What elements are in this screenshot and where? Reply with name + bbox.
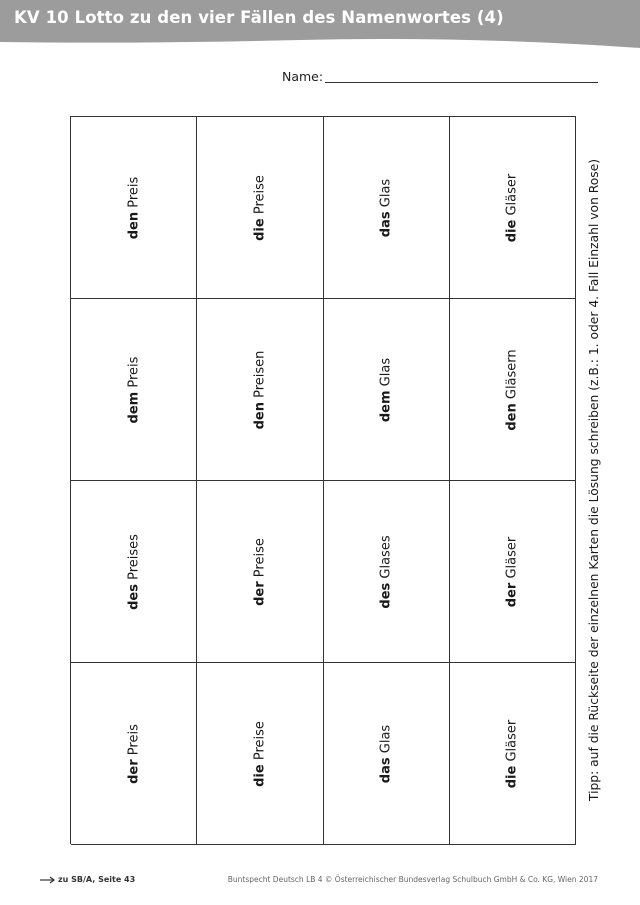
lotto-card xyxy=(450,663,576,845)
card-noun: Gläser xyxy=(504,536,520,579)
card-noun: Preise xyxy=(252,537,268,577)
lotto-card xyxy=(71,299,197,481)
lotto-card xyxy=(71,663,197,845)
card-article: den xyxy=(504,402,520,431)
card-article: dem xyxy=(126,391,142,423)
card-article: die xyxy=(252,217,268,241)
card-noun: Preis xyxy=(126,176,142,208)
name-row xyxy=(282,68,598,86)
footer-copyright: Buntspecht Deutsch LB 4 © Österreichischer Bundesverlag Schulbuch GmbH & Co. KG, Wien 2017 xyxy=(227,875,598,884)
card-noun: Glas xyxy=(378,178,394,207)
name-label: Name: xyxy=(282,69,324,84)
card-noun: Glas xyxy=(378,357,394,386)
lotto-card xyxy=(324,117,450,299)
card-noun: Preis xyxy=(126,723,142,755)
card-article: der xyxy=(252,580,268,606)
card-article: den xyxy=(126,211,142,239)
card-article: der xyxy=(126,758,142,784)
lotto-card xyxy=(450,299,576,481)
card-article: die xyxy=(504,765,520,788)
tip-text: Tipp: auf die Rückseite der einzelnen Karten die Lösung schreiben (z.B.: 1. oder 4. Fall Einzahl von Rose) xyxy=(587,158,601,802)
lotto-card xyxy=(450,481,576,663)
card-article: das xyxy=(378,210,394,237)
card-article: das xyxy=(378,756,394,783)
page-title: KV 10 Lotto zu den vier Fällen des Namenwortes (4) xyxy=(14,8,504,27)
card-article: dem xyxy=(378,389,394,422)
card-article: die xyxy=(252,763,268,787)
card-noun: Preise xyxy=(252,174,268,214)
card-noun: Preises xyxy=(126,533,142,580)
card-article: der xyxy=(504,582,520,607)
card-article: den xyxy=(252,401,268,429)
lotto-card xyxy=(71,481,197,663)
card-noun: Preisen xyxy=(252,350,268,398)
card-noun: Glases xyxy=(378,534,394,579)
lotto-card xyxy=(450,117,576,299)
lotto-card xyxy=(197,299,323,481)
card-noun: Preis xyxy=(126,356,142,388)
lotto-card xyxy=(197,663,323,845)
page-reference: zu SB/A, Seite 43 xyxy=(58,875,136,884)
footer-reference xyxy=(40,875,135,884)
card-noun: Gläsern xyxy=(504,348,520,399)
name-field[interactable] xyxy=(325,82,598,83)
lotto-card xyxy=(324,481,450,663)
header-band xyxy=(0,0,640,60)
arrow-right-icon xyxy=(40,876,56,884)
card-article: des xyxy=(378,582,394,609)
card-noun: Gläser xyxy=(504,719,520,762)
lotto-card-grid xyxy=(70,116,576,844)
card-noun: Preise xyxy=(252,720,268,760)
card-noun: Glas xyxy=(378,724,394,753)
lotto-card xyxy=(324,663,450,845)
lotto-card xyxy=(197,117,323,299)
card-article: des xyxy=(126,583,142,610)
lotto-card xyxy=(324,299,450,481)
card-noun: Gläser xyxy=(504,173,520,216)
lotto-card xyxy=(71,117,197,299)
card-article: die xyxy=(504,219,520,242)
tip-container xyxy=(584,110,604,850)
lotto-card xyxy=(197,481,323,663)
